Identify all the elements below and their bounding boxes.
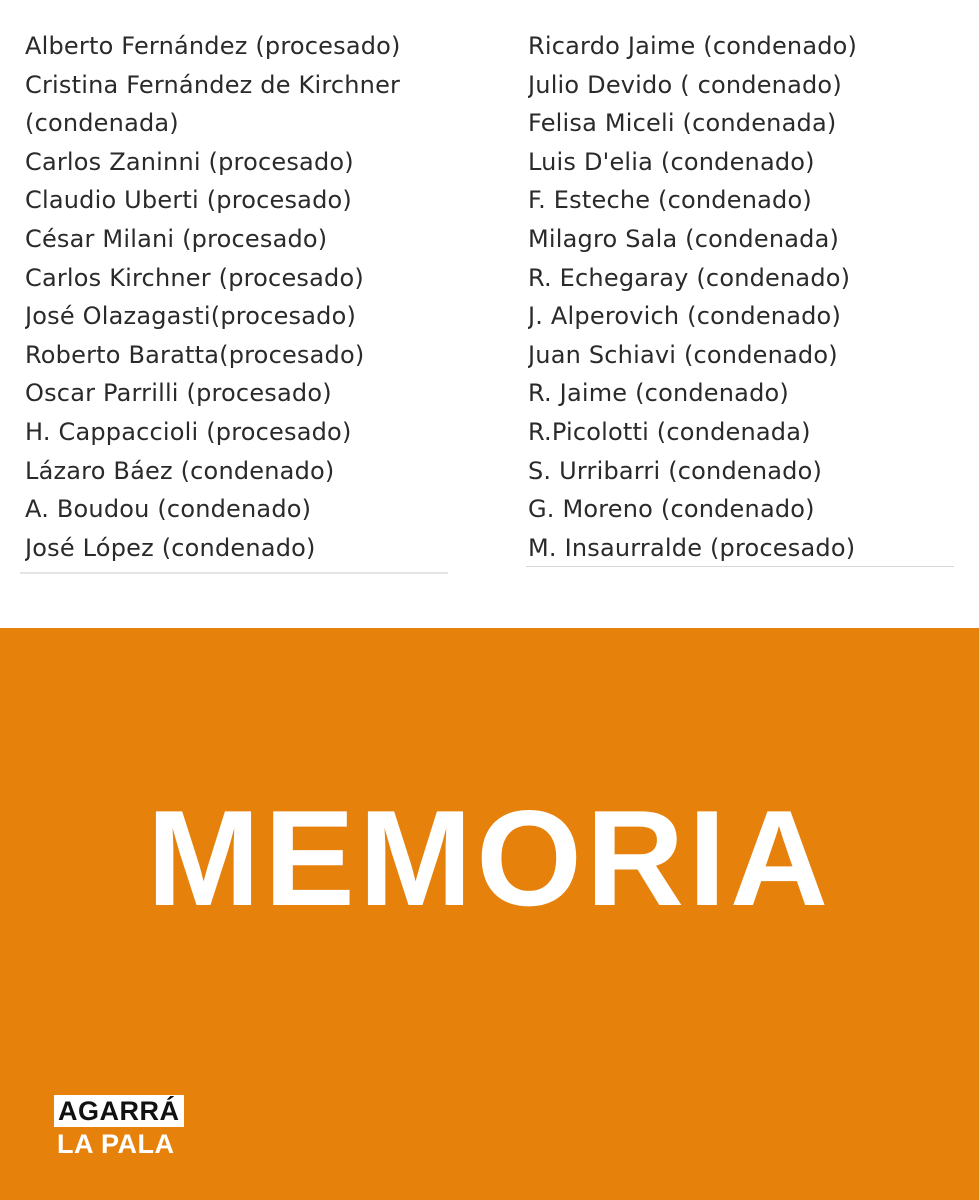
list-item: Carlos Kirchner (procesado) xyxy=(25,263,364,292)
list-item: R. Echegaray (condenado) xyxy=(528,263,851,292)
list-item: M. Insaurralde (procesado) xyxy=(528,533,856,562)
list-item: (condenada) xyxy=(25,109,179,138)
list-item: G. Moreno (condenado) xyxy=(528,495,815,524)
list-item: Juan Schiavi (condenado) xyxy=(528,340,838,369)
list-item: José Olazagasti(procesado) xyxy=(25,302,357,331)
divider xyxy=(526,566,954,567)
list-item: Carlos Zaninni (procesado) xyxy=(25,147,354,176)
list-item: Felisa Miceli (condenada) xyxy=(528,109,837,138)
list-item: Cristina Fernández de Kirchner xyxy=(25,70,401,99)
list-item: R.Picolotti (condenada) xyxy=(528,417,811,446)
list-item: Luis D'elia (condenado) xyxy=(528,147,815,176)
list-item: Claudio Uberti (procesado) xyxy=(25,186,352,215)
divider xyxy=(20,572,448,574)
logo-line-1: AGARRÁ xyxy=(54,1095,184,1127)
list-item: Oscar Parrilli (procesado) xyxy=(25,379,332,408)
brand-logo xyxy=(54,1095,184,1161)
list-item: S. Urribarri (condenado) xyxy=(528,456,823,485)
list-item: F. Esteche (condenado) xyxy=(528,186,812,215)
memoria-banner xyxy=(0,628,979,1200)
list-item: J. Alperovich (condenado) xyxy=(528,302,842,331)
headline: MEMORIA xyxy=(146,782,833,934)
names-column-right xyxy=(528,27,973,567)
list-item: Lázaro Báez (condenado) xyxy=(25,456,335,485)
logo-line-2: LA PALA xyxy=(57,1129,175,1159)
list-item: José López (condenado) xyxy=(25,533,316,562)
list-item: A. Boudou (condenado) xyxy=(25,495,312,524)
list-item: H. Cappaccioli (procesado) xyxy=(25,417,352,446)
list-item: Alberto Fernández (procesado) xyxy=(25,32,401,60)
list-item: R. Jaime (condenado) xyxy=(528,379,789,408)
list-item: César Milani (procesado) xyxy=(25,224,328,253)
names-column-left xyxy=(25,27,523,567)
list-item: Julio Devido ( condenado) xyxy=(528,70,842,99)
list-item: Milagro Sala (condenada) xyxy=(528,224,840,253)
list-item: Ricardo Jaime (condenado) xyxy=(528,32,858,60)
list-item: Roberto Baratta(procesado) xyxy=(25,340,365,369)
